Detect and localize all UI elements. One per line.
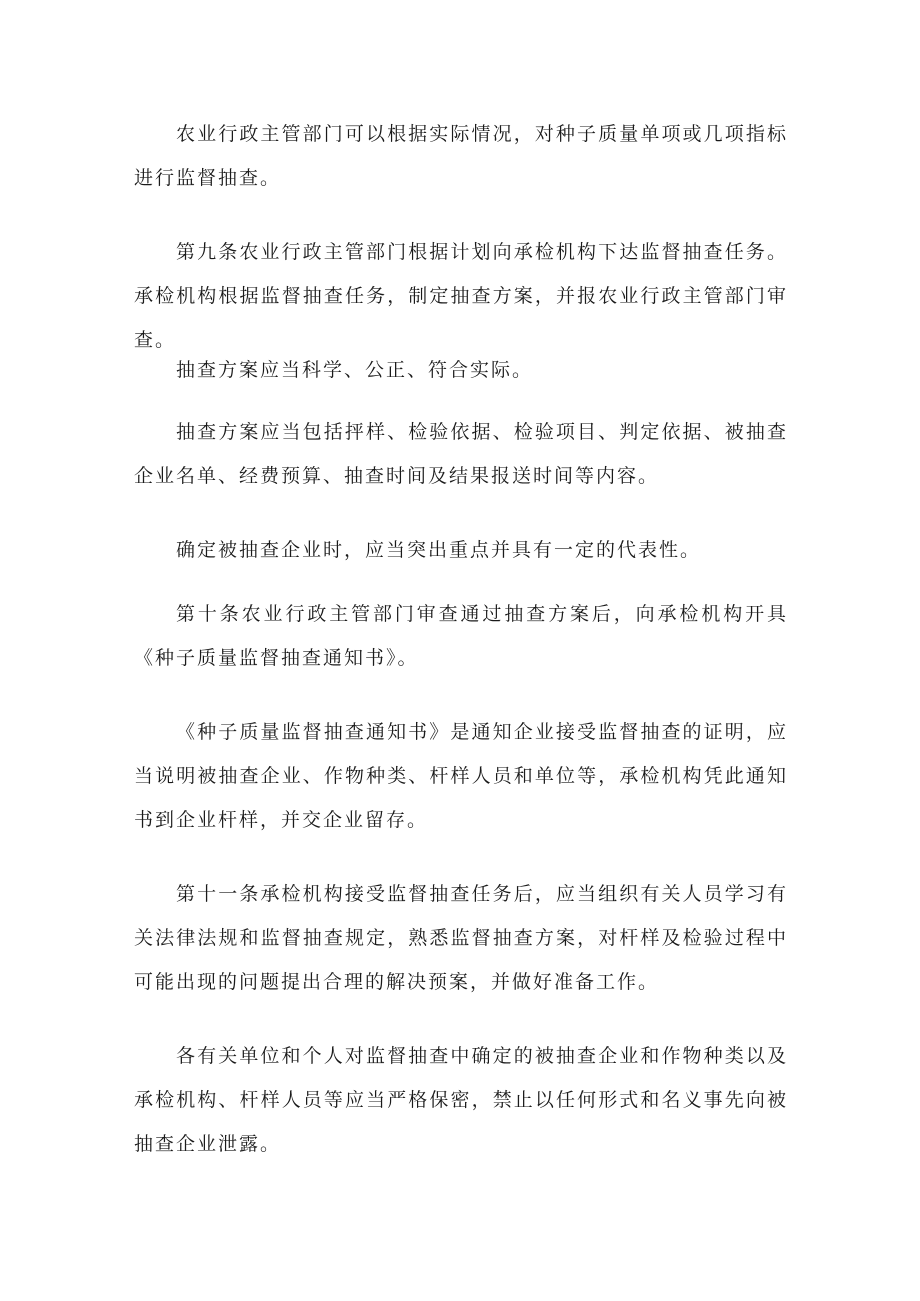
paragraph-4: 抽查方案应当包括抨样、检验依据、检验项目、判定依据、被抽查企业名单、经费预算、抽查时间及结果报送时间等内容。 [134,421,788,487]
paragraph-9: 各有关单位和个人对监督抽查中确定的被抽查企业和作物种类以及承检机构、杆样人员等应当严格保密，禁止以任何形式和名义事先向被抽查企业泄露。 [134,1045,788,1155]
paragraph-3: 抽查方案应当科学、公正、符合实际。 [176,359,534,381]
paragraph-2: 第九条农业行政主管部门根据计划向承检机构下达监督抽查任务。承检机构根据监督抽查任务，制定抽查方案，并报农业行政主管部门审查。 [134,241,788,351]
paragraph-5: 确定被抽查企业时，应当突出重点并具有一定的代表性。 [176,539,702,561]
paragraph-7: 《种子质量监督抽查通知书》是通知企业接受监督抽查的证明，应当说明被抽查企业、作物种类、杆样人员和单位等，承检机构凭此通知书到企业杆样，并交企业留存。 [134,721,788,831]
paragraph-8: 第十一条承检机构接受监督抽查任务后，应当组织有关人员学习有关法律法规和监督抽查规定，熟悉监督抽查方案，对杆样及检验过程中可能出现的问题提出合理的解决预案，并做好准备工作。 [134,883,788,993]
paragraph-6: 第十条农业行政主管部门审查通过抽查方案后，向承检机构开具《种子质量监督抽查通知书》。 [134,603,788,669]
paragraph-1: 农业行政主管部门可以根据实际情况，对种子质量单项或几项指标进行监督抽查。 [134,123,788,189]
